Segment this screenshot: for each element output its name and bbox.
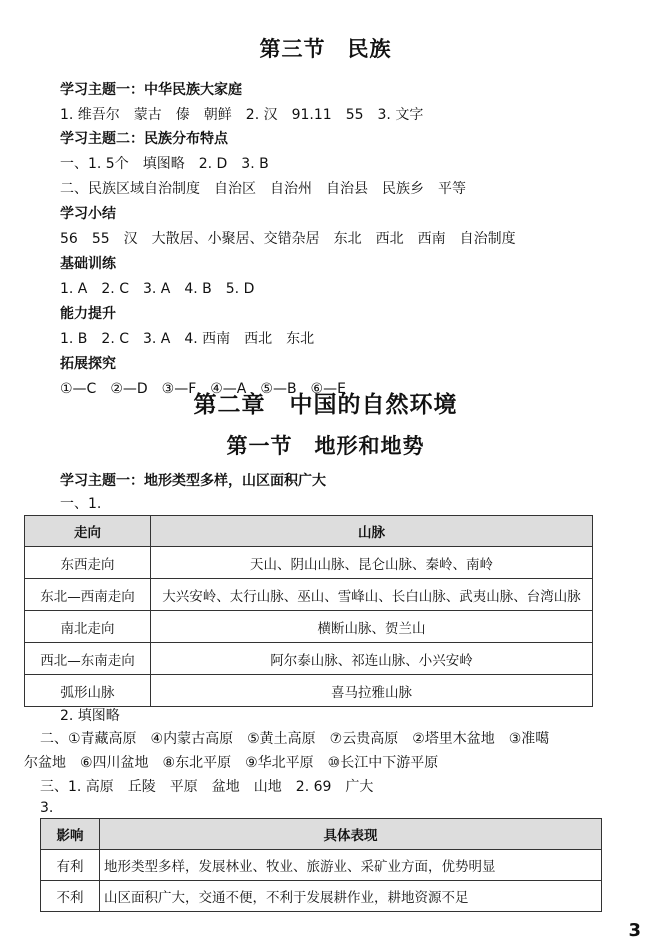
answer-line: 1. A 2. C 3. A 4. B 5. D xyxy=(60,281,255,297)
answer-line: 二、民族区域自治制度 自治区 自治州 自治县 民族乡 平等 xyxy=(60,181,466,197)
table-cell: 大兴安岭、太行山脉、巫山、雪峰山、长白山脉、武夷山脉、台湾山脉 xyxy=(151,579,593,611)
answer-line: 二、①青藏高原 ④内蒙古高原 ⑤黄土高原 ⑦云贵高原 ②塔里木盆地 ③准噶 xyxy=(40,731,550,747)
table-cell: 天山、阴山山脉、昆仑山脉、秦岭、南岭 xyxy=(151,547,593,579)
table-cell: 阿尔泰山脉、祁连山脉、小兴安岭 xyxy=(151,643,593,675)
answer-line: 56 55 汉 大散居、小聚居、交错杂居 东北 西北 西南 自治制度 xyxy=(60,231,516,247)
table-cell: 南北走向 xyxy=(25,611,151,643)
topic-heading: 学习主题一：中华民族大家庭 xyxy=(60,82,242,98)
table-header: 影响 xyxy=(41,819,100,850)
summary-heading: 学习小结 xyxy=(60,206,116,222)
table-row xyxy=(25,643,593,675)
table-header: 具体表现 xyxy=(100,819,602,850)
table-cell: 弧形山脉 xyxy=(25,675,151,707)
question-label: 一、1. xyxy=(60,496,102,512)
answer-line: 尔盆地 ⑥四川盆地 ⑧东北平原 ⑨华北平原 ⑩长江中下游平原 xyxy=(24,755,439,771)
table-row xyxy=(25,579,593,611)
table-cell: 东北—西南走向 xyxy=(25,579,151,611)
mountain-table xyxy=(24,515,593,707)
table-cell: 西北—东南走向 xyxy=(25,643,151,675)
question-label: 2. 填图略 xyxy=(60,708,120,724)
table-cell: 不利 xyxy=(41,881,100,912)
table-header: 山脉 xyxy=(151,516,593,547)
table-header: 走向 xyxy=(25,516,151,547)
table-cell: 喜马拉雅山脉 xyxy=(151,675,593,707)
table-cell: 有利 xyxy=(41,850,100,881)
answer-line: 1. 维吾尔 蒙古 傣 朝鲜 2. 汉 91.11 55 3. 文字 xyxy=(60,107,424,123)
table-row xyxy=(25,547,593,579)
table-cell: 横断山脉、贺兰山 xyxy=(151,611,593,643)
table-cell: 东西走向 xyxy=(25,547,151,579)
table-row xyxy=(41,850,602,881)
answer-line: 1. B 2. C 3. A 4. 西南 西北 东北 xyxy=(60,331,315,347)
answer-line: 三、1. 高原 丘陵 平原 盆地 山地 2. 69 广大 xyxy=(40,779,374,795)
answer-line: 一、1. 5个 填图略 2. D 3. B xyxy=(60,156,269,172)
question-label: 3. xyxy=(40,800,54,816)
impact-table xyxy=(40,818,602,912)
practice-heading: 基础训练 xyxy=(60,256,116,272)
table-row xyxy=(41,881,602,912)
topic-heading: 学习主题二：民族分布特点 xyxy=(60,131,228,147)
section-title: 第一节 地形和地势 xyxy=(226,434,425,458)
table-cell: 山区面积广大，交通不便，不利于发展耕作业，耕地资源不足 xyxy=(100,881,602,912)
section-title: 第三节 民族 xyxy=(259,37,392,61)
table-row xyxy=(25,675,593,707)
table-cell: 地形类型多样，发展林业、牧业、旅游业、采矿业方面，优势明显 xyxy=(100,850,602,881)
improve-heading: 能力提升 xyxy=(60,306,116,322)
chapter-title: 第二章 中国的自然环境 xyxy=(193,392,458,418)
explore-heading: 拓展探究 xyxy=(60,356,116,372)
topic-heading: 学习主题一：地形类型多样，山区面积广大 xyxy=(60,473,326,489)
table-row xyxy=(25,611,593,643)
page-number: 3 xyxy=(628,920,641,941)
answer-line: ①—C ②—D ③—F ④—A ⑤—B ⑥—E xyxy=(60,381,346,397)
